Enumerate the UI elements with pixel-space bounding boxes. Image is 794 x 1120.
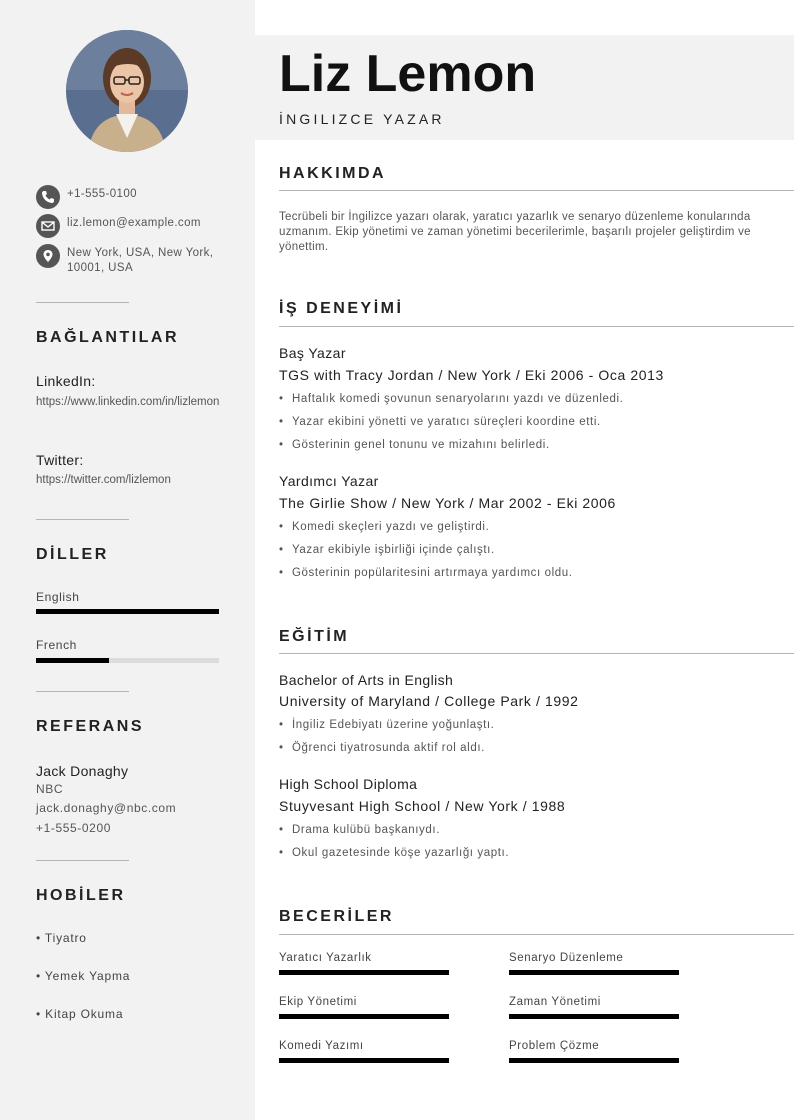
skill-level-bar <box>279 1058 449 1063</box>
education-degree: Bachelor of Arts in English <box>279 672 454 688</box>
hobbies-title: HOBİLER <box>36 887 126 904</box>
skill-level-bar <box>279 1014 449 1019</box>
education-degree: High School Diploma <box>279 776 418 792</box>
job-bullet: • Yazar ekibini yönetti ve yaratıcı süreçleri koordine etti. <box>279 416 601 428</box>
references-title: REFERANS <box>36 718 145 735</box>
skill-level-fill <box>509 1058 679 1063</box>
hobby-item: • Yemek Yapma <box>36 969 131 983</box>
sidebar <box>0 0 255 1120</box>
skill-level-fill <box>509 1014 679 1019</box>
section-divider <box>279 190 794 191</box>
skill-name: Komedi Yazımı <box>279 1040 364 1052</box>
reference-email: jack.donaghy@nbc.com <box>36 801 177 815</box>
education-meta: University of Maryland / College Park / 1992 <box>279 693 579 709</box>
education-meta: Stuyvesant High School / New York / 1988 <box>279 798 566 814</box>
links-title: BAĞLANTILAR <box>36 329 180 346</box>
skills-title: BECERİLER <box>279 908 394 925</box>
bullet-text: Öğrenci tiyatrosunda aktif rol aldı. <box>292 742 485 754</box>
education-bullet: • Drama kulübü başkanıydı. <box>279 824 440 836</box>
twitter-label: Twitter: <box>36 452 84 468</box>
language-name: English <box>36 590 80 604</box>
person-name: Liz Lemon <box>279 45 537 103</box>
language-level-fill <box>36 658 109 663</box>
contact-email <box>36 214 236 240</box>
person-role: İNGILIZCE YAZAR <box>279 111 445 127</box>
skill-name: Ekip Yönetimi <box>279 996 357 1008</box>
language-level-bar <box>36 609 219 614</box>
bullet-text: Yazar ekibiyle işbirliği içinde çalıştı. <box>292 544 495 556</box>
skill-level-bar <box>509 970 679 975</box>
reference-company: NBC <box>36 782 64 796</box>
skill-level-bar <box>509 1058 679 1063</box>
sidebar-divider <box>36 860 129 861</box>
job-bullet: • Gösterinin genel tonunu ve mizahını belirledi. <box>279 439 550 451</box>
skill-name: Senaryo Düzenleme <box>509 952 624 964</box>
hobby-item: • Tiyatro <box>36 931 87 945</box>
sidebar-divider <box>36 519 129 520</box>
skill-level-fill <box>509 970 679 975</box>
twitter-link[interactable]: https://twitter.com/lizlemon <box>36 474 171 486</box>
hobby-item: • Kitap Okuma <box>36 1007 124 1021</box>
skill-name: Yaratıcı Yazarlık <box>279 952 372 964</box>
email-icon <box>36 214 60 238</box>
languages-title: DİLLER <box>36 546 109 563</box>
reference-name: Jack Donaghy <box>36 763 129 779</box>
bullet-text: Gösterinin popülaritesini artırmaya yardımcı oldu. <box>292 567 573 579</box>
bullet-text: Okul gazetesinde köşe yazarlığı yaptı. <box>292 847 510 859</box>
job-bullet: • Yazar ekibiyle işbirliği içinde çalıştı. <box>279 544 495 556</box>
bullet-text: Drama kulübü başkanıydı. <box>292 824 440 836</box>
language-name: French <box>36 638 77 652</box>
section-divider <box>279 653 794 654</box>
language-level-bar <box>36 658 219 663</box>
hobby-label: Yemek Yapma <box>44 969 131 983</box>
linkedin-link[interactable]: https://www.linkedin.com/in/lizlemon <box>36 396 220 408</box>
skill-level-bar <box>509 1014 679 1019</box>
section-divider <box>279 326 794 327</box>
skill-level-fill <box>279 1014 449 1019</box>
job-meta: The Girlie Show / New York / Mar 2002 - Eki 2006 <box>279 495 616 511</box>
skill-name: Zaman Yönetimi <box>509 996 601 1008</box>
job-bullet: • Gösterinin popülaritesini artırmaya yardımcı oldu. <box>279 567 573 579</box>
contact-address <box>36 244 236 280</box>
bullet-text: Haftalık komedi şovunun senaryolarını yazdı ve düzenledi. <box>292 393 624 405</box>
bullet-text: Komedi skeçleri yazdı ve geliştirdi. <box>292 521 490 533</box>
language-level-fill <box>36 609 219 614</box>
reference-phone: +1-555-0200 <box>36 821 111 835</box>
sidebar-divider <box>36 691 129 692</box>
skill-level-fill <box>279 1058 449 1063</box>
bullet-text: Yazar ekibini yönetti ve yaratıcı süreçleri koordine etti. <box>292 416 601 428</box>
skill-level-bar <box>279 970 449 975</box>
education-bullet: • Okul gazetesinde köşe yazarlığı yaptı. <box>279 847 510 859</box>
phone-text: +1-555-0100 <box>67 188 137 200</box>
profile-photo <box>66 30 188 152</box>
linkedin-label: LinkedIn: <box>36 373 96 389</box>
education-bullet: • İngiliz Edebiyatı üzerine yoğunlaştı. <box>279 719 495 731</box>
hobby-label: Tiyatro <box>44 931 87 945</box>
hobby-label: Kitap Okuma <box>45 1007 124 1021</box>
about-title: HAKKIMDA <box>279 165 387 182</box>
phone-icon <box>36 185 60 209</box>
bullet-text: İngiliz Edebiyatı üzerine yoğunlaştı. <box>292 719 495 731</box>
job-bullet: • Komedi skeçleri yazdı ve geliştirdi. <box>279 521 490 533</box>
job-title: Yardımcı Yazar <box>279 473 379 489</box>
address-text: New York, USA, New York, 10001, USA <box>67 247 214 274</box>
about-text: Tecrübeli bir İngilizce yazarı olarak, yaratıcı yazarlık ve senaryo düzenleme konularında uzmanım. Ekip yönetimi ve zaman yönetimi becerilerimle, başarılı projeler geliştirdim ve yönettim. <box>279 211 751 253</box>
skill-level-fill <box>279 970 449 975</box>
location-pin-icon <box>36 244 60 268</box>
sidebar-divider <box>36 302 129 303</box>
bullet-text: Gösterinin genel tonunu ve mizahını belirledi. <box>292 439 550 451</box>
contact-phone <box>36 185 236 211</box>
email-text: liz.lemon@example.com <box>67 217 201 229</box>
job-meta: TGS with Tracy Jordan / New York / Eki 2006 - Oca 2013 <box>279 367 664 383</box>
education-bullet: • Öğrenci tiyatrosunda aktif rol aldı. <box>279 742 485 754</box>
job-title: Baş Yazar <box>279 345 346 361</box>
job-bullet: • Haftalık komedi şovunun senaryolarını yazdı ve düzenledi. <box>279 393 624 405</box>
experience-title: İŞ DENEYİMİ <box>279 300 404 317</box>
section-divider <box>279 934 794 935</box>
skill-name: Problem Çözme <box>509 1040 600 1052</box>
education-title: EĞİTİM <box>279 628 350 645</box>
